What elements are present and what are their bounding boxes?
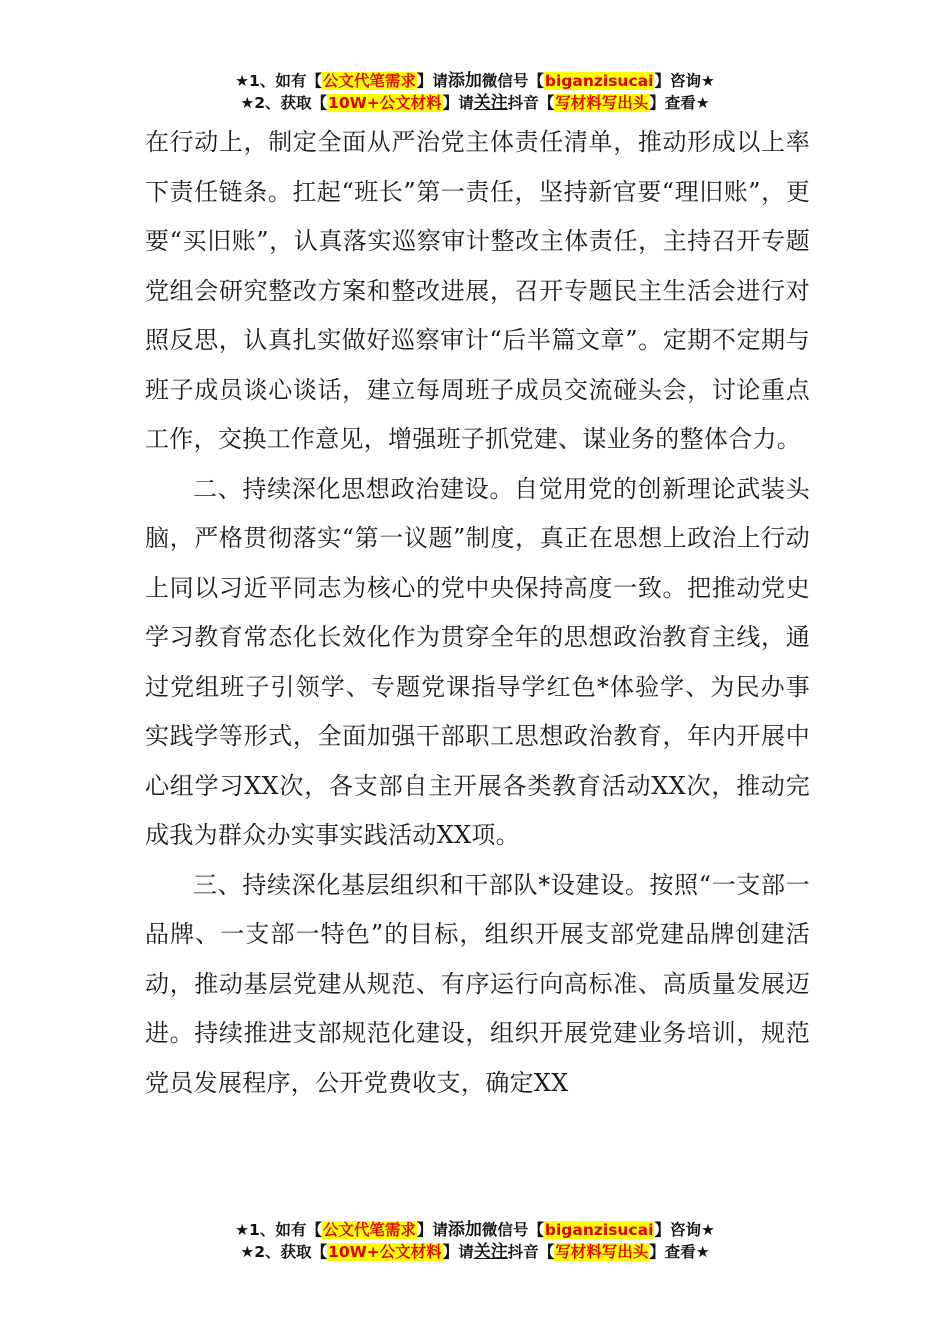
banner-text: 】查看★ bbox=[649, 94, 710, 112]
banner-highlight: 10W+公文材料 bbox=[328, 1243, 442, 1261]
banner-text: 】请 bbox=[416, 1221, 448, 1239]
banner-wechat-id: biganzisucai bbox=[544, 1221, 654, 1239]
banner-highlight: 公文代笔需求 bbox=[322, 1221, 416, 1239]
banner-highlight: 公文代笔需求 bbox=[322, 72, 416, 90]
banner-text: 抖音【 bbox=[507, 1243, 555, 1261]
banner-line-2 bbox=[0, 1241, 950, 1263]
banner-text: 】请 bbox=[442, 1243, 474, 1261]
banner-text: ★1、如有【 bbox=[235, 1221, 322, 1239]
banner-text: 】咨询★ bbox=[654, 1221, 715, 1239]
banner-text: 】请 bbox=[442, 94, 474, 112]
banner-douyin-id: 写材料写出头 bbox=[555, 1243, 649, 1261]
banner-text: 】请 bbox=[416, 72, 448, 90]
banner-emphasis: 关注 bbox=[473, 1242, 508, 1262]
banner-text: ★2、获取【 bbox=[240, 1243, 328, 1261]
bottom-banner bbox=[0, 1219, 950, 1263]
banner-text: ★2、获取【 bbox=[240, 94, 328, 112]
banner-text: 】咨询★ bbox=[654, 72, 715, 90]
banner-text: ★1、如有【 bbox=[235, 72, 322, 90]
banner-emphasis: 添加 bbox=[447, 1220, 482, 1240]
paragraph: 二、持续深化思想政治建设。自觉用党的创新理论武装头脑，严格贯彻落实“第一议题”制度，真正在思想上政治上行动上同以习近平同志为核心的党中央保持高度一致。把推动党史学习教育常态化长效化作为贯穿全年的思想政治教育主线，通过党组班子引领学、专题党课指导学红色*体验学、为民办事实践学等形式，全面加强干部职工思想政治教育，年内开展中心组学习XX次，各支部自主开展各类教育活动XX次，推动完成我为群众办实事实践活动XX项。 bbox=[145, 474, 810, 849]
document-body bbox=[145, 118, 810, 1108]
banner-emphasis: 添加 bbox=[447, 71, 482, 91]
top-banner bbox=[0, 70, 950, 114]
banner-emphasis: 关注 bbox=[473, 93, 508, 113]
banner-text: 】查看★ bbox=[649, 1243, 710, 1261]
banner-text: 抖音【 bbox=[507, 94, 555, 112]
paragraph: 在行动上，制定全面从严治党主体责任清单，推动形成以上率下责任链条。扛起“班长”第一责任，坚持新官要“理旧账”，更要“买旧账”，认真落实巡察审计整改主体责任，主持召开专题党组会研究整改方案和整改进展，召开专题民主生活会进行对照反思，认真扎实做好巡察审计“后半篇文章”。定期不定期与班子成员谈心谈话，建立每周班子成员交流碰头会，讨论重点工作，交换工作意见，增强班子抓党建、谋业务的整体合力。 bbox=[145, 128, 810, 453]
paragraph: 三、持续深化基层组织和干部队*设建设。按照“一支部一品牌、一支部一特色”的目标，组织开展支部党建品牌创建活动，推动基层党建从规范、有序运行向高标准、高质量发展迈进。持续推进支部规范化建设，组织开展党建业务培训，规范党员发展程序，公开党费收支，确定XX bbox=[145, 870, 810, 1097]
banner-douyin-id: 写材料写出头 bbox=[555, 94, 649, 112]
banner-text: 微信号【 bbox=[481, 1221, 544, 1239]
banner-wechat-id: biganzisucai bbox=[544, 72, 654, 90]
banner-line-1 bbox=[0, 1219, 950, 1241]
banner-line-2 bbox=[0, 92, 950, 114]
banner-highlight: 10W+公文材料 bbox=[328, 94, 442, 112]
banner-text: 微信号【 bbox=[481, 72, 544, 90]
banner-line-1 bbox=[0, 70, 950, 92]
